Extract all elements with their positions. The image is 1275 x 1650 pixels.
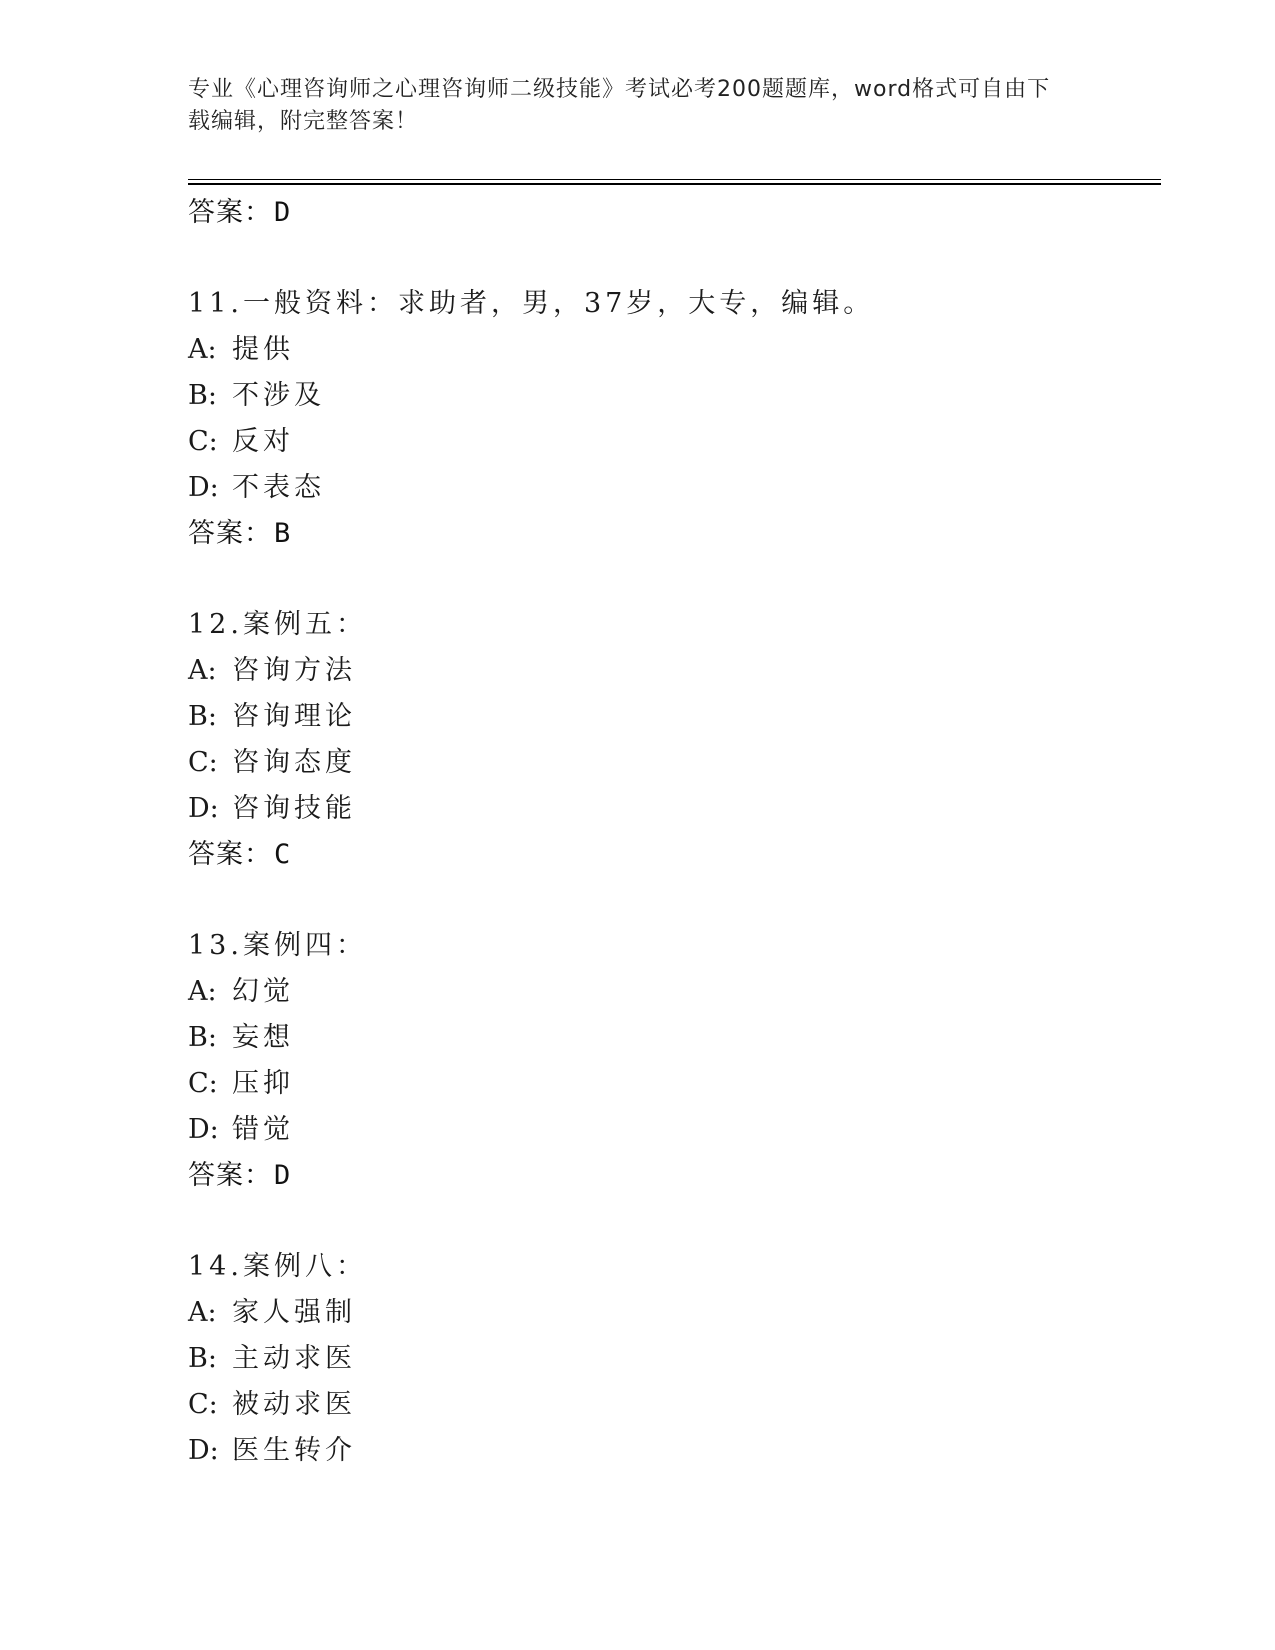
spacer	[188, 236, 1148, 281]
option-text: 家人强制	[232, 1297, 356, 1328]
option-key: B:	[188, 380, 217, 411]
answer-line	[188, 1153, 1148, 1199]
option-key: A:	[188, 1297, 217, 1328]
question-number: 12.	[188, 609, 243, 640]
option-key: B:	[188, 1343, 217, 1374]
question-text: 一般资料：求助者，男，37岁，大专，编辑。	[242, 288, 875, 319]
question-block	[188, 281, 1148, 557]
option-b	[188, 1015, 1148, 1061]
option-text: 咨询技能	[232, 793, 356, 824]
option-c	[188, 740, 1148, 786]
question-number: 13.	[188, 930, 243, 961]
option-c	[188, 419, 1148, 465]
option-b	[188, 373, 1148, 419]
option-c	[188, 1382, 1148, 1428]
question-stem	[188, 281, 1148, 327]
question-block	[188, 1244, 1148, 1474]
option-key: C:	[188, 747, 218, 778]
option-text: 压抑	[232, 1068, 294, 1099]
option-key: B:	[188, 701, 217, 732]
option-a	[188, 327, 1148, 373]
option-key: D:	[188, 793, 219, 824]
answer-prefix: 答案：	[188, 518, 272, 549]
document-header: 专业《心理咨询师之心理咨询师二级技能》考试必考200题题库，word格式可自由下载编辑，附完整答案！	[188, 77, 1051, 134]
option-key: C:	[188, 426, 218, 457]
option-key: D:	[188, 472, 219, 503]
answer-prefix: 答案：	[188, 197, 272, 228]
option-a	[188, 1290, 1148, 1336]
option-text: 妄想	[232, 1022, 294, 1053]
question-stem	[188, 923, 1148, 969]
answer-value: C	[274, 839, 292, 870]
option-text: 错觉	[232, 1114, 294, 1145]
option-key: D:	[188, 1435, 219, 1466]
option-text: 医生转介	[232, 1435, 356, 1466]
question-text: 案例四：	[242, 930, 367, 961]
header-divider-thick	[188, 183, 1161, 185]
option-a	[188, 648, 1148, 694]
answer-line	[188, 832, 1148, 878]
option-key: C:	[188, 1068, 218, 1099]
option-d	[188, 1107, 1148, 1153]
option-text: 不表态	[232, 472, 325, 503]
option-text: 咨询态度	[232, 747, 356, 778]
question-number: 14.	[188, 1251, 243, 1282]
option-text: 咨询方法	[232, 655, 356, 686]
option-key: D:	[188, 1114, 219, 1145]
option-key: B:	[188, 1022, 217, 1053]
header-divider-thin	[188, 179, 1161, 180]
option-key: A:	[188, 334, 217, 365]
answer-value: D	[274, 197, 292, 228]
option-c	[188, 1061, 1148, 1107]
question-text: 案例八：	[242, 1251, 367, 1282]
option-key: A:	[188, 976, 217, 1007]
question-block	[188, 923, 1148, 1199]
option-b	[188, 1336, 1148, 1382]
previous-answer-line	[188, 190, 1148, 236]
option-key: C:	[188, 1389, 218, 1420]
option-key: A:	[188, 655, 217, 686]
question-number: 11.	[188, 288, 243, 319]
question-stem	[188, 1244, 1148, 1290]
option-text: 反对	[232, 426, 294, 457]
answer-value: B	[274, 518, 292, 549]
question-block	[188, 602, 1148, 878]
answer-prefix: 答案：	[188, 1160, 272, 1191]
option-d	[188, 465, 1148, 511]
option-text: 提供	[232, 334, 294, 365]
option-text: 咨询理论	[232, 701, 356, 732]
option-a	[188, 969, 1148, 1015]
spacer	[188, 557, 1148, 602]
option-text: 被动求医	[232, 1389, 356, 1420]
answer-line	[188, 511, 1148, 557]
option-text: 不涉及	[232, 380, 325, 411]
option-d	[188, 1428, 1148, 1474]
option-text: 主动求医	[232, 1343, 356, 1374]
question-stem	[188, 602, 1148, 648]
option-d	[188, 786, 1148, 832]
spacer	[188, 878, 1148, 923]
answer-prefix: 答案：	[188, 839, 272, 870]
answer-value: D	[274, 1160, 292, 1191]
spacer	[188, 1199, 1148, 1244]
option-text: 幻觉	[232, 976, 294, 1007]
question-text: 案例五：	[242, 609, 367, 640]
option-b	[188, 694, 1148, 740]
question-list	[188, 190, 1148, 1474]
